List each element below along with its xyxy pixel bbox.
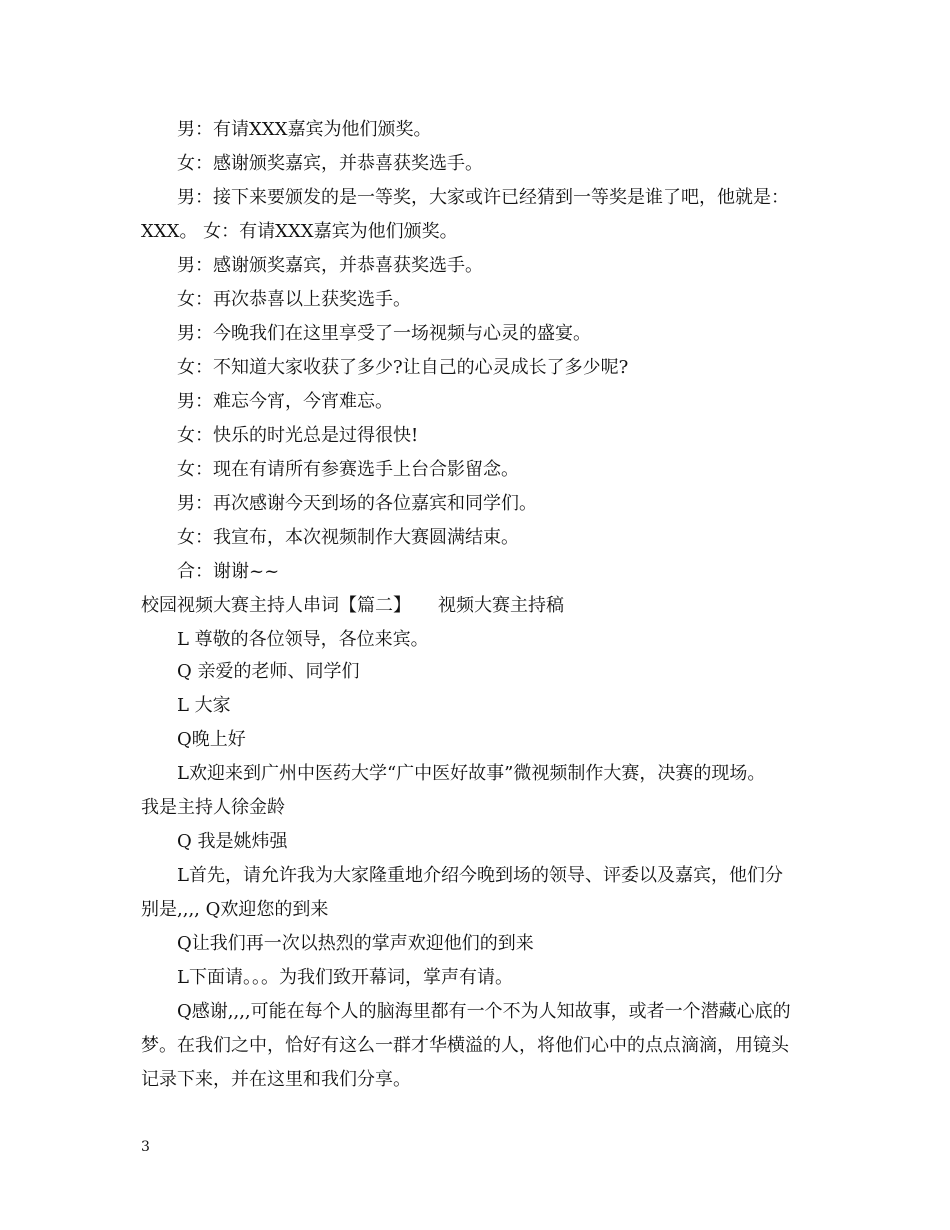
text-line: 女：现在有请所有参赛选手上台合影留念。 (177, 459, 519, 480)
text-line: XXX。 女：有请XXX嘉宾为他们颁奖。 (141, 221, 458, 242)
text-line: Q感谢,,,,可能在每个人的脑海里都有一个不为人知故事，或者一个潜藏心底的 (177, 1001, 791, 1022)
text-line: 男：接下来要颁发的是一等奖，大家或许已经猜到一等奖是谁了吧，他就是： (177, 187, 789, 208)
text-line: L欢迎来到广州中医药大学“广中医好故事”微视频制作大赛，决赛的现场。 (177, 763, 766, 784)
text-line: 男：感谢颁奖嘉宾，并恭喜获奖选手。 (177, 255, 483, 276)
text-line: 梦。在我们之中，恰好有这么一群才华横溢的人，将他们心中的点点滴滴，用镜头 (141, 1035, 789, 1056)
text-line: Q 我是姚炜强 (177, 831, 288, 852)
text-line: 合：谢谢~~ (177, 561, 280, 582)
page-number: 3 (141, 1139, 150, 1155)
text-line: Q 亲爱的老师、同学们 (177, 661, 360, 682)
text-line: 我是主持人徐金龄 (141, 797, 285, 818)
text-line: 女：感谢颁奖嘉宾，并恭喜获奖选手。 (177, 153, 483, 174)
text-line: Q晚上好 (177, 729, 246, 750)
section-heading: 校园视频大赛主持人串词【篇二】 视频大赛主持稿 (141, 595, 564, 616)
text-line: 别是,,,, Q欢迎您的到来 (141, 899, 329, 920)
text-line: 男：今晚我们在这里享受了一场视频与心灵的盛宴。 (177, 323, 591, 344)
text-line: 男：再次感谢今天到场的各位嘉宾和同学们。 (177, 493, 537, 514)
text-line: 男：难忘今宵，今宵难忘。 (177, 391, 393, 412)
text-line: 记录下来，并在这里和我们分享。 (141, 1069, 411, 1090)
text-line: L首先，请允许我为大家隆重地介绍今晚到场的领导、评委以及嘉宾，他们分 (177, 865, 783, 886)
text-line: Q让我们再一次以热烈的掌声欢迎他们的到来 (177, 933, 534, 954)
text-line: L 大家 (177, 695, 231, 716)
text-line: 女：不知道大家收获了多少?让自己的心灵成长了多少呢? (177, 357, 629, 378)
text-line: L 尊敬的各位领导，各位来宾。 (177, 629, 429, 650)
text-line: L下面请。。。为我们致开幕词，掌声有请。 (177, 967, 513, 988)
text-line: 女：我宣布，本次视频制作大赛圆满结束。 (177, 527, 519, 548)
text-line: 男：有请XXX嘉宾为他们颁奖。 (177, 119, 432, 140)
text-line: 女：再次恭喜以上获奖选手。 (177, 289, 411, 310)
text-line: 女：快乐的时光总是过得很快! (177, 425, 419, 446)
